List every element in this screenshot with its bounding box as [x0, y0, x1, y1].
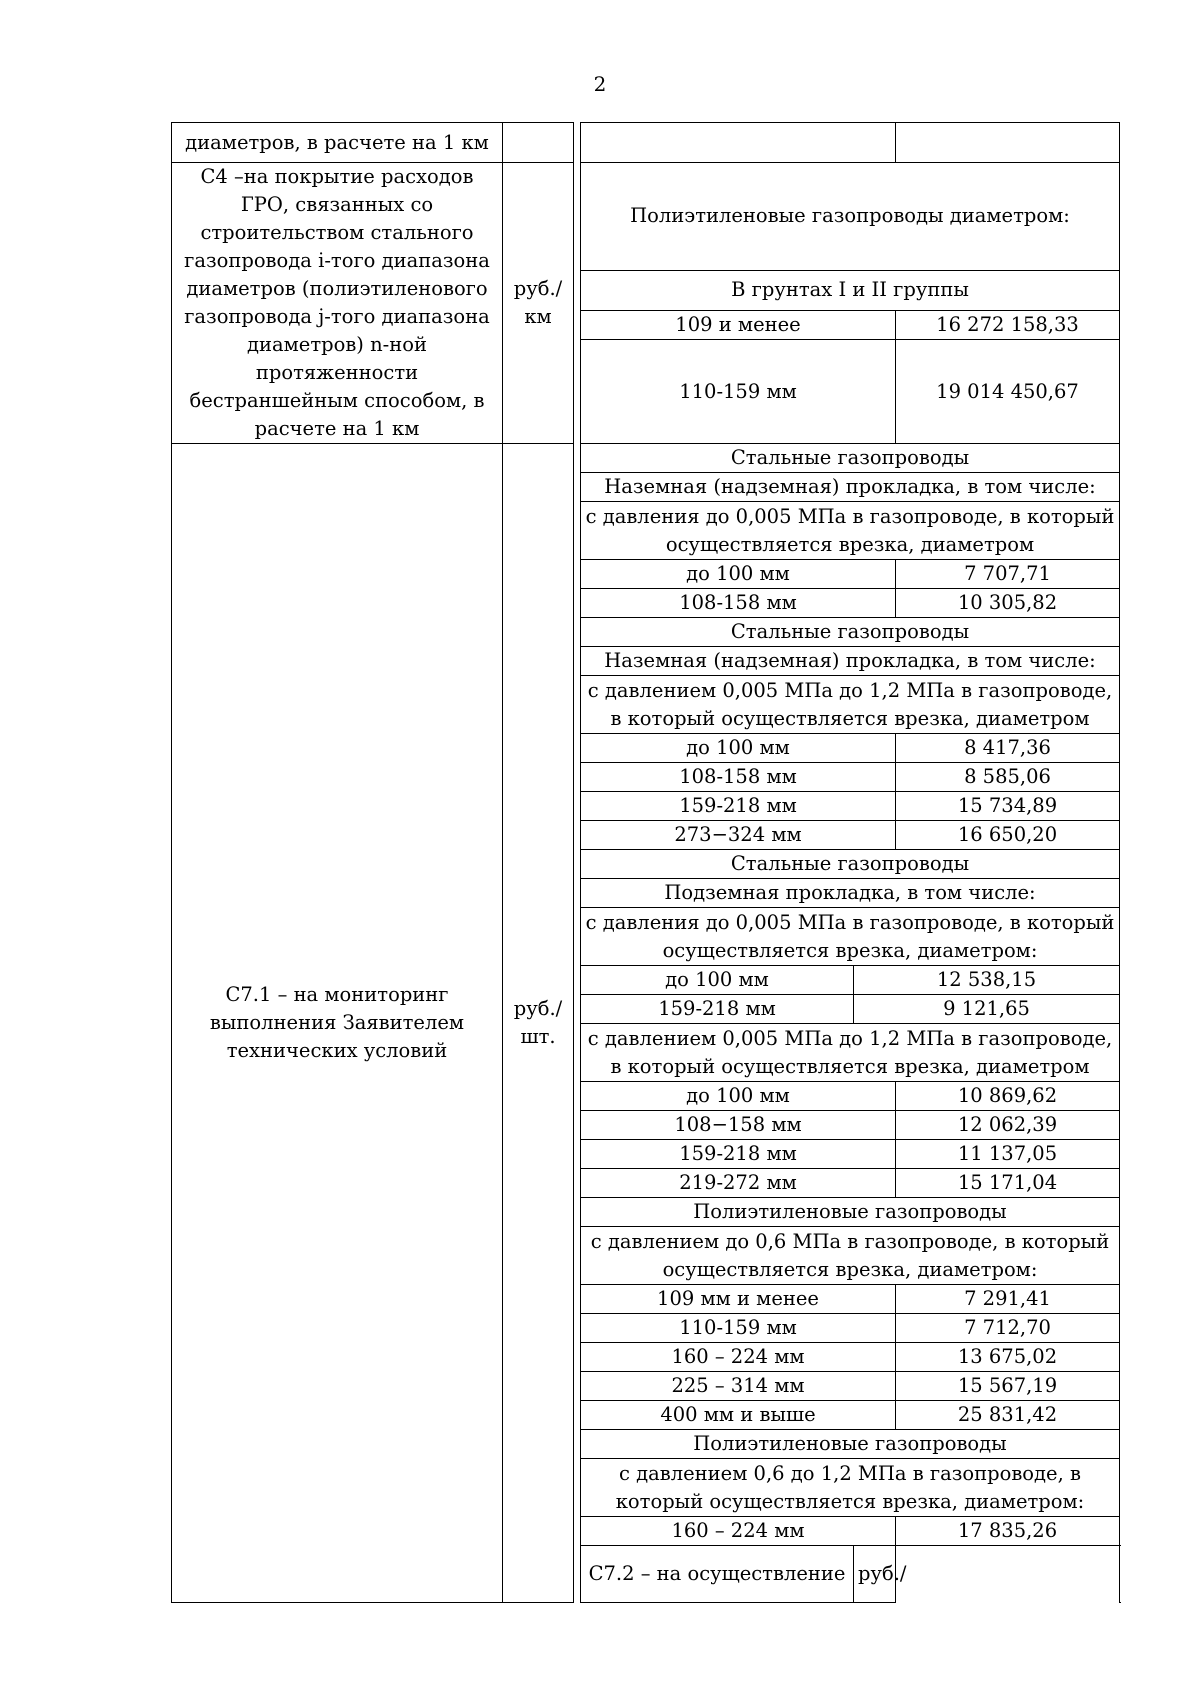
section-subheader: с давления до 0,005 МПа в газопроводе, в который осуществляется врезка, диаметром [581, 502, 1120, 560]
diameter-cell: до 100 мм [581, 1082, 896, 1111]
value-cell: 8 417,36 [896, 734, 1120, 763]
diameter-cell: до 100 мм [581, 560, 896, 589]
page-number: 2 [593, 72, 607, 96]
diameter-cell: 400 мм и выше [581, 1401, 896, 1430]
value-cell: 12 062,39 [896, 1111, 1120, 1140]
section-subheader: с давлением до 0,6 МПа в газопроводе, в который осуществляется врезка, диаметром: [581, 1227, 1120, 1285]
diameter-cell: 159-218 мм [581, 1140, 896, 1169]
tariff-table [171, 122, 1120, 1603]
diameter-cell: 109 мм и менее [581, 1285, 896, 1314]
gap-cell [896, 1546, 1120, 1603]
value-cell: 13 675,02 [896, 1343, 1120, 1372]
row-label: С7.2 – на осуществление [581, 1546, 854, 1603]
diameter-cell: до 100 мм [581, 966, 854, 995]
diameter-cell: 110-159 мм [581, 340, 896, 444]
value-cell: 19 014 450,67 [896, 340, 1120, 444]
value-cell: 16 272 158,33 [896, 311, 1120, 340]
value-cell: 10 869,62 [896, 1082, 1120, 1111]
unit-cell: руб./ [854, 1546, 896, 1603]
diameter-cell: 160 – 224 мм [581, 1517, 896, 1546]
value-cell: 10 305,82 [896, 589, 1120, 618]
diameter-cell: 108-158 мм [581, 763, 896, 792]
section-subheader: Подземная прокладка, в том числе: [581, 879, 1120, 908]
table-row [172, 163, 1120, 271]
diameter-cell: 273−324 мм [581, 821, 896, 850]
diameter-cell: 160 – 224 мм [581, 1343, 896, 1372]
section-header: Стальные газопроводы [581, 618, 1120, 647]
diameter-cell: 225 – 314 мм [581, 1372, 896, 1401]
row-label: диаметров, в расчете на 1 км [172, 123, 503, 163]
diameter-cell: 109 и менее [581, 311, 896, 340]
value-cell: 9 121,65 [854, 995, 1120, 1024]
section-header: Стальные газопроводы [581, 444, 1120, 473]
section-header: Стальные газопроводы [581, 850, 1120, 879]
gap-cell [574, 123, 581, 163]
unit-cell: руб./ шт. [503, 444, 574, 1603]
value-cell: 12 538,15 [854, 966, 1120, 995]
section-subheader: Наземная (надземная) прокладка, в том числе: [581, 473, 1120, 502]
section-subheader: с давления до 0,005 МПа в газопроводе, в который осуществляется врезка, диаметром: [581, 908, 1120, 966]
unit-cell [503, 123, 574, 163]
unit-cell: руб./ км [503, 163, 574, 444]
section-header: Полиэтиленовые газопроводы [581, 1430, 1120, 1459]
section-subheader: с давлением 0,6 до 1,2 МПа в газопроводе, в который осуществляется врезка, диаметром: [581, 1459, 1120, 1517]
section-subheader: В грунтах I и II группы [581, 270, 1120, 310]
gap-cell [574, 444, 581, 1603]
section-subheader: Наземная (надземная) прокладка, в том числе: [581, 647, 1120, 676]
row-label: С7.1 – на мониторинг выполнения Заявителем технических условий [172, 444, 503, 1603]
value-cell: 15 171,04 [896, 1169, 1120, 1198]
diameter-cell: 108−158 мм [581, 1111, 896, 1140]
table-row [172, 123, 1120, 163]
empty-cell [581, 123, 896, 163]
section-subheader: с давлением 0,005 МПа до 1,2 МПа в газопроводе, в который осуществляется врезка, диаметром [581, 676, 1120, 734]
value-cell: 25 831,42 [896, 1401, 1120, 1430]
value-cell: 7 707,71 [896, 560, 1120, 589]
value-cell: 17 835,26 [896, 1517, 1120, 1546]
value-cell: 11 137,05 [896, 1140, 1120, 1169]
table-row [172, 444, 1120, 473]
section-header: Полиэтиленовые газопроводы [581, 1198, 1120, 1227]
value-cell: 8 585,06 [896, 763, 1120, 792]
value-cell: 15 734,89 [896, 792, 1120, 821]
section-header: Полиэтиленовые газопроводы диаметром: [581, 163, 1120, 271]
diameter-cell: до 100 мм [581, 734, 896, 763]
row-label: С4 –на покрытие расходов ГРО, связанных со строительством стального газопровода i-того диапазона диаметров (полиэтиленового газопровода j-того диапазона диаметров) n-ной протяженности бестраншейным способом, в расчете на 1 км [172, 163, 503, 444]
diameter-cell: 159-218 мм [581, 792, 896, 821]
diameter-cell: 108-158 мм [581, 589, 896, 618]
diameter-cell: 110-159 мм [581, 1314, 896, 1343]
section-subheader: с давлением 0,005 МПа до 1,2 МПа в газопроводе, в который осуществляется врезка, диаметром [581, 1024, 1120, 1082]
diameter-cell: 219-272 мм [581, 1169, 896, 1198]
value-cell: 7 291,41 [896, 1285, 1120, 1314]
value-cell: 15 567,19 [896, 1372, 1120, 1401]
diameter-cell: 159-218 мм [581, 995, 854, 1024]
empty-cell [896, 123, 1120, 163]
value-cell: 16 650,20 [896, 821, 1120, 850]
value-cell: 7 712,70 [896, 1314, 1120, 1343]
gap-cell [574, 163, 581, 444]
